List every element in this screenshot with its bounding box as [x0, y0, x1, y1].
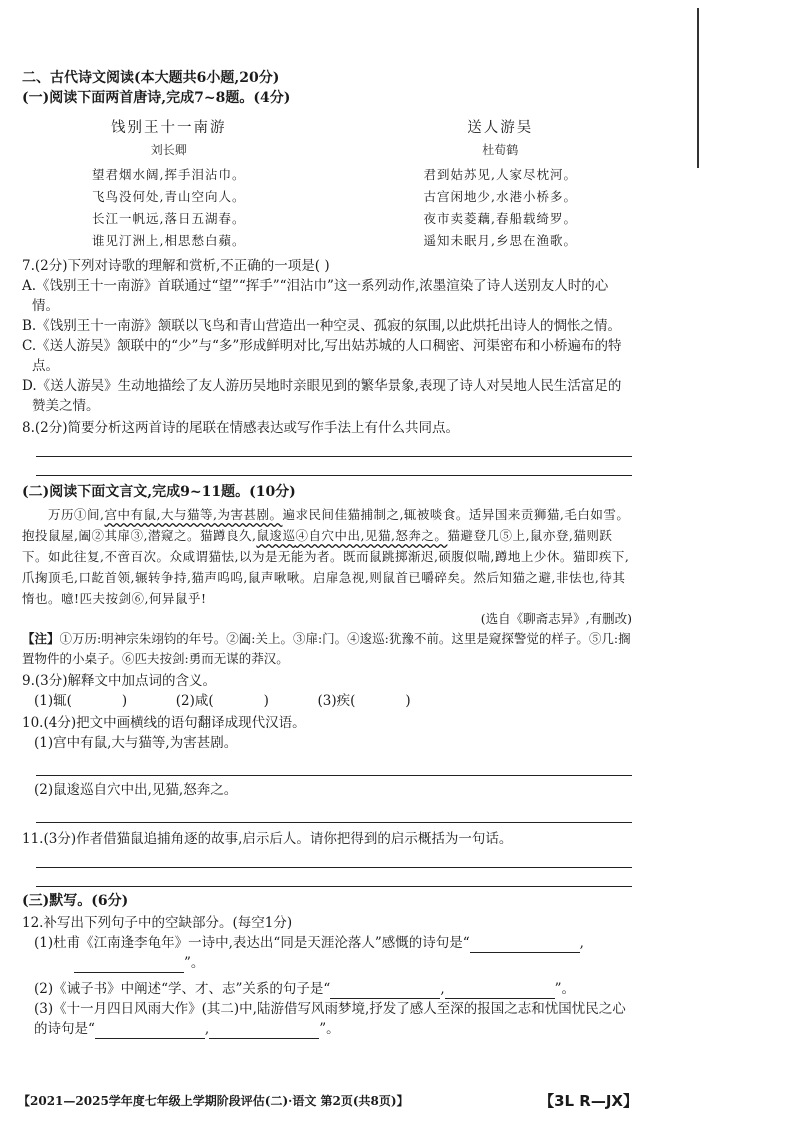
q12-1-sep: , [579, 935, 584, 952]
text-segment: ⑤上,鼠亦登,猫则跃下。如此往复,不啻百次。众咸谓猫怯,以为是无能为者。既而鼠跳掷渐迟,硕腹似喘,蹲地上少休。猫即疾下,爪掬顶毛,口龁首领,辗转争持,猫声呜呜,鼠声啾啾。启扉急视,则鼠首已嚼碎矣。然后知猫之避,非怯也,待其惰也。噫!匹夫按剑 [22, 528, 630, 607]
question-9-stem: 9.(3分)解释文中加点词的含义。 [22, 673, 217, 690]
question-7-stem: 7.(2分)下列对诗歌的理解和赏析,不正确的一项是( ) [22, 258, 330, 274]
binding-line [697, 8, 699, 168]
question-8-stem: 8.(2分)简要分析这两首诗的尾联在情感表达或写作手法上有什么共同点。 [22, 420, 460, 436]
q12-3-text: (3)《十一月四日风雨大作》(其二)中,陆游借写风雨梦境,抒发了感人至深的报国之志和忧国忧民之心的诗句是“ [34, 1001, 626, 1038]
answer-line[interactable] [36, 438, 632, 457]
footer-info: 【2021—2025学年度七年级上学期阶段评估(二)·语文 第2页(共8页)】 [18, 1094, 409, 1108]
text-segment: 遍求民间佳猫捕制之,辄被啖食。适异国来贡狮猫,毛白如雪。抱投鼠屋,阖 [22, 507, 630, 544]
note-label: 【注】 [22, 631, 60, 647]
q12-1-end: ”。 [184, 955, 205, 972]
underlined-sentence-2: 鼠逡巡 [256, 528, 296, 544]
option-d[interactable]: D.《送人游吴》生动地描绘了友人游历吴地时亲眼见到的繁华景象,表现了诗人对吴地人民生活富足的赞美之情。 [22, 378, 622, 414]
text-segment: ③,潜窥之。猫蹲良久, [130, 528, 257, 544]
question-7 [22, 256, 632, 416]
part1-title: (一)阅读下面两首唐诗,完成7~8题。(4分) [22, 90, 291, 106]
question-10-stem: 10.(4分)把文中画横线的语句翻译成现代汉语。 [22, 715, 306, 732]
poem-2-title: 送人游吴 [467, 120, 534, 136]
text-segment: 万历 [48, 507, 75, 523]
poem-line: 古宫闲地少,水港小桥多。 [423, 189, 577, 204]
q12-item-3 [22, 999, 632, 1039]
part2-title: (二)阅读下面文言文,完成9~11题。(10分) [22, 484, 296, 500]
q12-item-2 [22, 979, 632, 999]
source-citation: (选自《聊斋志异》,有删改) [480, 611, 632, 627]
q12-2-end: ”。 [554, 981, 576, 998]
question-9 [22, 671, 632, 711]
poem-line: 君到姑苏见,人家尽枕河。 [423, 167, 577, 182]
poem-1-author: 刘长卿 [150, 143, 187, 157]
section-title: 二、古代诗文阅读(本大题共6小题,20分) [22, 70, 280, 86]
annotations [22, 629, 632, 669]
q12-2-sep: , [440, 981, 445, 998]
poem-2-author: 杜荀鹤 [482, 143, 519, 157]
q12-3-blank-1[interactable] [95, 1024, 205, 1039]
page-footer [18, 1090, 638, 1111]
q10-sentence-1: (1)宫中有鼠,大与猫等,为害甚剧。 [34, 735, 238, 752]
text-segment: ①间, [74, 507, 105, 523]
q10-sentence-2: (2)鼠逡巡自穴中出,见猫,怒奔之。 [34, 782, 238, 799]
q12-1-text: (1)杜甫《江南逢李龟年》一诗中,表达出“同是天涯沦落人”感慨的诗句是“ [34, 935, 470, 952]
underlined-sentence-1: 宫中有鼠,大与猫等,为害甚剧。 [104, 507, 283, 523]
answer-line[interactable] [36, 868, 632, 887]
q9-close-2: ) [263, 693, 269, 710]
poem-line: 飞鸟没何处,青山空向人。 [92, 189, 246, 204]
poem-2 [424, 118, 577, 252]
question-10 [22, 713, 632, 823]
answer-line[interactable] [36, 757, 632, 776]
q9-item-2: (2)咸( [175, 693, 214, 710]
text-segment: ⑥,何异鼠乎! [131, 591, 207, 607]
q12-1-blank-1[interactable] [470, 938, 580, 953]
poem-line: 望君烟水阔,挥手泪沾巾。 [92, 167, 246, 182]
poem-line: 长江一帆远,落日五湖春。 [92, 211, 246, 226]
exam-content [22, 68, 632, 1039]
question-8 [22, 418, 632, 476]
q9-close-1: ) [121, 693, 128, 710]
footer-code: 【3L R—JX】 [539, 1092, 638, 1110]
question-9-items [22, 691, 632, 711]
question-12 [22, 913, 632, 1039]
question-11 [22, 829, 632, 887]
q12-3-blank-2[interactable] [209, 1024, 319, 1039]
question-12-stem: 12.补写出下列句子中的空缺部分。(每空1分) [22, 915, 293, 932]
text-segment: 猫避登几 [447, 528, 500, 544]
poem-1 [92, 118, 245, 252]
q12-1-blank-2[interactable] [74, 958, 184, 973]
note-text: ①万历:明神宗朱翊钧的年号。②阖:关上。③扉:门。④逡巡:犹豫不前。这里是窥探警觉的样子。⑤几:搁置物件的小桌子。⑥匹夫按剑:勇而无谋的莽汉。 [22, 631, 631, 667]
part3-title: (三)默写。(6分) [22, 893, 129, 910]
question-11-stem: 11.(3分)作者借猫鼠追捕角逐的故事,启示后人。请你把得到的启示概括为一句话。 [22, 831, 513, 848]
poem-line: 遥知未眠月,乡思在渔歌。 [423, 233, 577, 248]
classical-text [22, 504, 632, 609]
answer-line[interactable] [36, 849, 632, 868]
poem-1-title: 饯别王十一南游 [110, 120, 227, 136]
option-b[interactable]: B.《饯别王十一南游》颔联以飞鸟和青山营造出一种空灵、孤寂的氛围,以此烘托出诗人的惆怅之情。 [22, 318, 622, 334]
answer-line[interactable] [36, 804, 632, 823]
q12-2-blank-2[interactable] [445, 984, 555, 999]
q9-item-1: (1)辄( [34, 693, 72, 710]
option-a[interactable]: A.《饯别王十一南游》首联通过“望”“挥手”“泪沾巾”这一系列动作,浓墨渲染了诗人送别友人时的心情。 [22, 278, 609, 314]
q12-3-end: ”。 [319, 1021, 340, 1038]
answer-line[interactable] [36, 457, 632, 476]
option-c[interactable]: C.《送人游吴》颔联中的“少”与“多”形成鲜明对比,写出姑苏城的人口稠密、河渠密布和小桥遍布的特点。 [22, 338, 622, 374]
text-segment: ②其扉 [91, 528, 131, 544]
poem-line: 夜市卖菱藕,春船载绮罗。 [423, 211, 577, 226]
q9-close-3: ) [405, 693, 411, 710]
q9-item-3: (3)疾( [317, 693, 356, 710]
poems [22, 118, 632, 252]
q12-2-blank-1[interactable] [330, 984, 440, 999]
q12-item-1 [22, 933, 632, 973]
poem-line: 谁见汀洲上,相思愁白蘋。 [92, 233, 246, 248]
q12-2-text: (2)《诫子书》中阐述“学、才、志”关系的句子是“ [34, 981, 331, 998]
q12-3-sep: , [204, 1021, 210, 1038]
underlined-sentence-2-cont: ④自穴中出,见猫,怒奔之。 [295, 528, 448, 544]
